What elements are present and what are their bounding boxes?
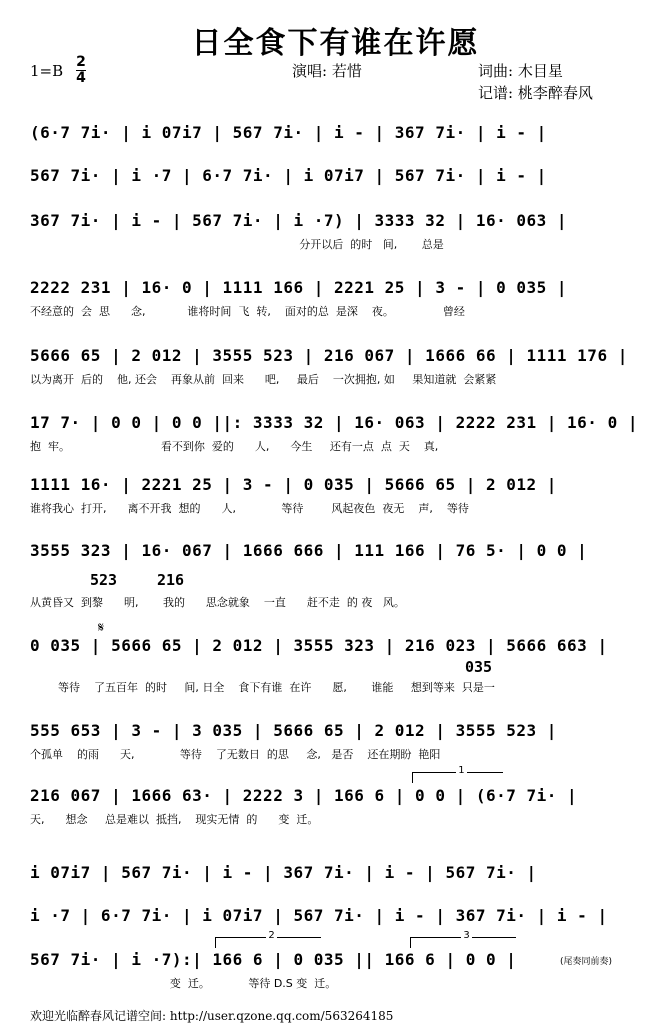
notes-line-4: 2222 231 | 16· 0 | 1111 166 | 2221 25 | 3 - | 0 035 | <box>30 278 568 297</box>
notes-line-7: 1111 16· | 2221 25 | 3 - | 0 035 | 5666 65 | 2 012 | <box>30 475 557 494</box>
notes-line-9: 0 035 | 5666 65 | 2 012 | 3555 323 | 216 023 | 5666 663 | <box>30 636 608 655</box>
key-signature: 1=B <box>30 62 64 80</box>
alt-notes-2: 216 <box>157 571 185 589</box>
notes-line-5: 5666 65 | 2 012 | 3555 523 | 216 067 | 1666 66 | 1111 176 | <box>30 346 628 365</box>
notes-line-8: 3555 323 | 16· 067 | 1666 666 | 111 166 | 76 5· | 0 0 | <box>30 541 588 560</box>
lyricist-credit: 词曲: 木目星 <box>478 62 563 80</box>
notes-line-12: i 07i7 | 567 7i· | i - | 367 7i· | i - | 567 7i· | <box>30 863 537 882</box>
notes-line-10: 555 653 | 3 - | 3 035 | 5666 65 | 2 012 | 3555 523 | <box>30 721 557 740</box>
volta-2: 2 <box>215 937 321 948</box>
song-title: 日全食下有谁在许愿 <box>191 26 480 61</box>
singer-credit: 演唱: 若惜 <box>292 62 362 80</box>
notes-line-11: 216 067 | 1666 63· | 2222 3 | 166 6 | 0 0 | (6·7 7i· | <box>30 786 578 805</box>
lyrics-line-10: 个孤单 的雨 天, 等待 了无数日 的思 念, 是否 还在期盼 艳阳 <box>30 748 441 761</box>
lyrics-line-2 <box>30 191 642 209</box>
lyrics-line-11: 天, 想念 总是难以 抵挡, 现实无情 的 变 迁。 <box>30 813 319 826</box>
notes-line-1: (6·7 7i· | i 07i7 | 567 7i· | i - | 367 7i· | i - | <box>30 123 547 142</box>
time-top: 2 <box>76 54 86 70</box>
notes-line-13: i ·7 | 6·7 7i· | i 07i7 | 567 7i· | i - | 367 7i· | i - | <box>30 906 608 925</box>
alt-notes-1: 523 <box>90 571 118 589</box>
notes-line-6: 17 7· | 0 0 | 0 0 ||: 3333 32 | 16· 063 | 2222 231 | 16· 0 | <box>30 413 638 432</box>
transcriber-credit: 记谱: 桃李醉春风 <box>478 84 593 102</box>
lyrics-line-4: 不经意的 会 思 念, 谁将时间 飞 转, 面对的总 是深 夜。 曾经 <box>30 305 465 318</box>
alt-notes-3: 035 <box>465 658 493 676</box>
notes-line-14: 567 7i· | i ·7):| 166 6 | 0 035 || 166 6 | 0 0 | <box>30 950 517 969</box>
outro-note: (尾奏同前奏) <box>560 957 613 967</box>
footer-link-text: 欢迎光临醉春风记谱空间: http://user.qzone.qq.com/563264185 <box>30 1009 394 1023</box>
lyrics-line-14: 变 迁。 等待 D.S 变 迁。 <box>30 977 337 990</box>
lyrics-line-5: 以为离开 后的 他, 还会 再象从前 回来 吧, 最后 一次拥抱, 如 果知道就 会紧紧 <box>30 373 497 386</box>
lyrics-line-1 <box>30 148 642 166</box>
segno-icon: 𝄋 <box>98 620 105 636</box>
lyrics-line-8: 从黄昏又 到黎 明, 我的 思念就象 一直 赶不走 的 夜 风。 <box>30 596 405 609</box>
notes-line-3: 367 7i· | i - | 567 7i· | i ·7) | 3333 32 | 16· 063 | <box>30 211 568 230</box>
lyrics-line-9: 等待 了五百年 的时 间, 日全 食下有谁 在许 愿, 谁能 想到等来 只是一 <box>30 681 495 694</box>
notes-line-2: 567 7i· | i ·7 | 6·7 7i· | i 07i7 | 567 7i· | i - | <box>30 166 547 185</box>
volta-3: 3 <box>410 937 516 948</box>
lyrics-line-7: 谁将我心 打开, 离不开我 想的 人, 等待 风起夜色 夜无 声, 等待 <box>30 502 469 515</box>
time-bottom: 4 <box>76 70 86 86</box>
lyrics-line-6: 抱 牢。 看不到你 爱的 人, 今生 还有一点 点 天 真, <box>30 440 439 453</box>
time-signature <box>76 56 86 85</box>
lyrics-line-3: 分开以后 的时 间, 总是 <box>30 238 444 251</box>
volta-1: 1 <box>412 772 503 783</box>
